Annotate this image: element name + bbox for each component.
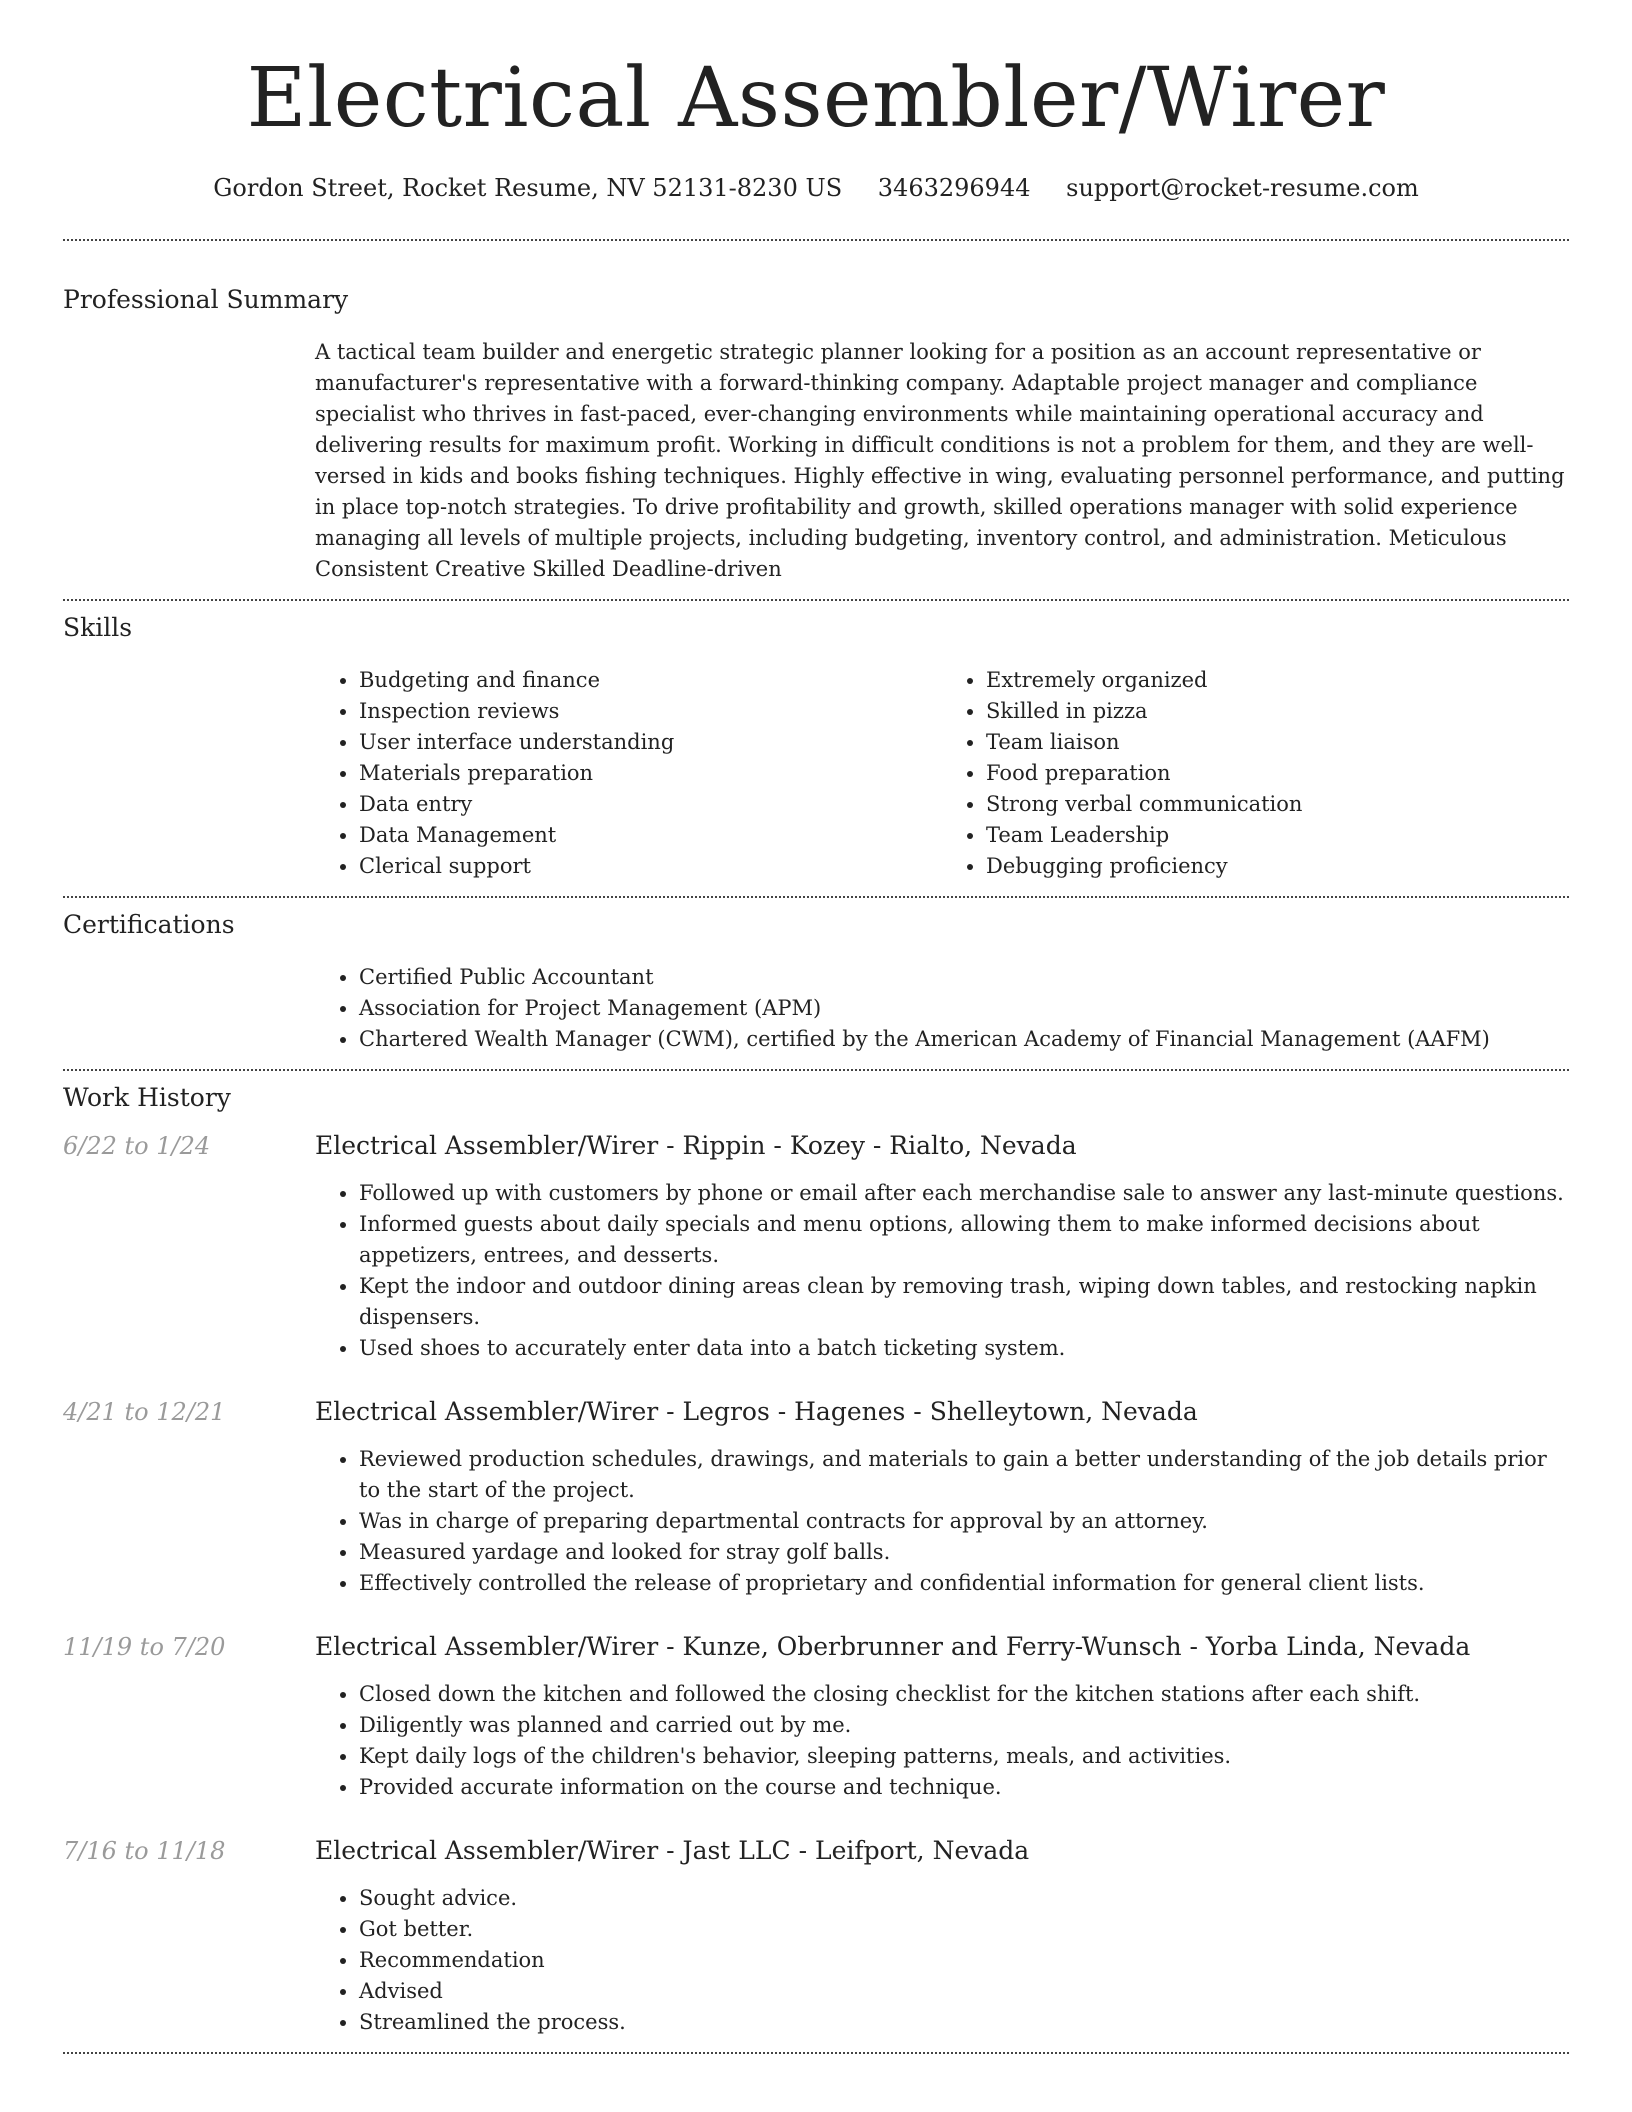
divider (63, 1069, 1569, 1071)
job-dates: 4/21 to 12/21 (63, 1398, 226, 1426)
job-bullet: • Used shoes to accurately enter data into a batch ticketing system. (359, 1333, 1569, 1364)
divider (63, 2052, 1569, 2054)
skill-item: • Debugging proficiency (986, 851, 1569, 882)
job-dates: 11/19 to 7/20 (63, 1633, 226, 1661)
skill-item: • Clerical support (359, 851, 942, 882)
certifications-heading: Certifications (63, 910, 235, 939)
skill-item: • Materials preparation (359, 758, 942, 789)
divider (63, 896, 1569, 898)
job-bullet: • Kept daily logs of the children's behavior, sleeping patterns, meals, and activities. (359, 1741, 1569, 1772)
job-entry (63, 1392, 1569, 1599)
job-title: Electrical Assembler/Wirer - Rippin - Kozey - Rialto, Nevada (315, 1131, 1077, 1160)
skill-item: • Food preparation (986, 758, 1569, 789)
certifications-ul (315, 962, 1569, 1055)
certification-item: • Chartered Wealth Manager (CWM), certified by the American Academy of Financial Management (AAFM) (359, 1024, 1569, 1055)
job-entry (63, 1627, 1569, 1803)
contact-line (63, 174, 1569, 202)
skill-item: • Strong verbal communication (986, 789, 1569, 820)
skills-right-column (942, 665, 1569, 882)
job-bullets (315, 1679, 1569, 1803)
skill-item: • Inspection reviews (359, 696, 942, 727)
summary-text: A tactical team builder and energetic strategic planner looking for a position as an account representative or manufacturer's representative with a forward-thinking company. Adaptable project manager and compliance specialist who thrives in fast-paced, ever-changing environments while maintaining operational accuracy and delivering results for maximum profit. Working in difficult conditions is not a problem for them, and they are well-versed in kids and books fishing techniques. Highly effective in wing, evaluating personnel performance, and putting in place top-notch strategies. To drive profitability and growth, skilled operations manager with solid experience managing all levels of multiple projects, including budgeting, inventory control, and administration. Meticulous Consistent Creative Skilled Deadline-driven (315, 340, 1565, 581)
job-title: Electrical Assembler/Wirer - Jast LLC - Leifport, Nevada (315, 1836, 1030, 1865)
job-title: Electrical Assembler/Wirer - Kunze, Oberbrunner and Ferry-Wunsch - Yorba Linda, Nevada (315, 1632, 1471, 1661)
job-bullet: • Informed guests about daily specials and menu options, allowing them to make informed decisions about appetizers, entrees, and desserts. (359, 1209, 1569, 1271)
job-bullet: • Closed down the kitchen and followed the closing checklist for the kitchen stations after each shift. (359, 1679, 1569, 1710)
summary-heading: Professional Summary (63, 285, 349, 314)
job-dates: 7/16 to 11/18 (63, 1837, 226, 1865)
job-bullet: • Followed up with customers by phone or email after each merchandise sale to answer any last-minute questions. (359, 1178, 1569, 1209)
job-bullet: • Kept the indoor and outdoor dining areas clean by removing trash, wiping down tables, and restocking napkin dispensers. (359, 1271, 1569, 1333)
skill-item: • Team liaison (986, 727, 1569, 758)
contact-phone: 3463296944 (877, 174, 1031, 202)
skill-item: • Data Management (359, 820, 942, 851)
job-title: Electrical Assembler/Wirer - Legros - Hagenes - Shelleytown, Nevada (315, 1397, 1198, 1426)
skill-item: • User interface understanding (359, 727, 942, 758)
skill-item: • Data entry (359, 789, 942, 820)
job-bullet: • Diligently was planned and carried out by me. (359, 1710, 1569, 1741)
job-bullet: • Effectively controlled the release of proprietary and confidential information for general client lists. (359, 1568, 1569, 1599)
job-dates: 6/22 to 1/24 (63, 1132, 211, 1160)
certification-item: • Association for Project Management (APM) (359, 993, 1569, 1024)
job-entry (63, 1126, 1569, 1364)
job-bullets (315, 1178, 1569, 1364)
certifications-list (315, 962, 1569, 1055)
certification-item: • Certified Public Accountant (359, 962, 1569, 993)
job-entry (63, 1831, 1569, 2038)
job-bullet: • Measured yardage and looked for stray golf balls. (359, 1537, 1569, 1568)
job-bullet: • Advised (359, 1976, 1569, 2007)
job-bullet: • Was in charge of preparing departmental contracts for approval by an attorney. (359, 1506, 1569, 1537)
job-bullet: • Sought advice. (359, 1883, 1569, 1914)
skill-item: • Budgeting and finance (359, 665, 942, 696)
skills-heading: Skills (63, 613, 133, 642)
divider (63, 239, 1569, 241)
skill-item: • Extremely organized (986, 665, 1569, 696)
job-bullets (315, 1444, 1569, 1599)
work-history-heading: Work History (63, 1083, 231, 1112)
skills-list (315, 665, 1569, 882)
contact-email: support@rocket-resume.com (1066, 174, 1419, 202)
job-bullet: • Provided accurate information on the course and technique. (359, 1772, 1569, 1803)
skills-left-column (315, 665, 942, 882)
job-bullet: • Streamlined the process. (359, 2007, 1569, 2038)
skill-item: • Skilled in pizza (986, 696, 1569, 727)
job-bullet: • Got better. (359, 1914, 1569, 1945)
divider (63, 599, 1569, 601)
job-bullet: • Reviewed production schedules, drawings, and materials to gain a better understanding of the job details prior to the start of the project. (359, 1444, 1569, 1506)
job-bullet: • Recommendation (359, 1945, 1569, 1976)
skill-item: • Team Leadership (986, 820, 1569, 851)
job-bullets (315, 1883, 1569, 2038)
contact-address: Gordon Street, Rocket Resume, NV 52131-8230 US (213, 174, 843, 202)
resume-name: Electrical Assembler/Wirer (246, 51, 1386, 146)
